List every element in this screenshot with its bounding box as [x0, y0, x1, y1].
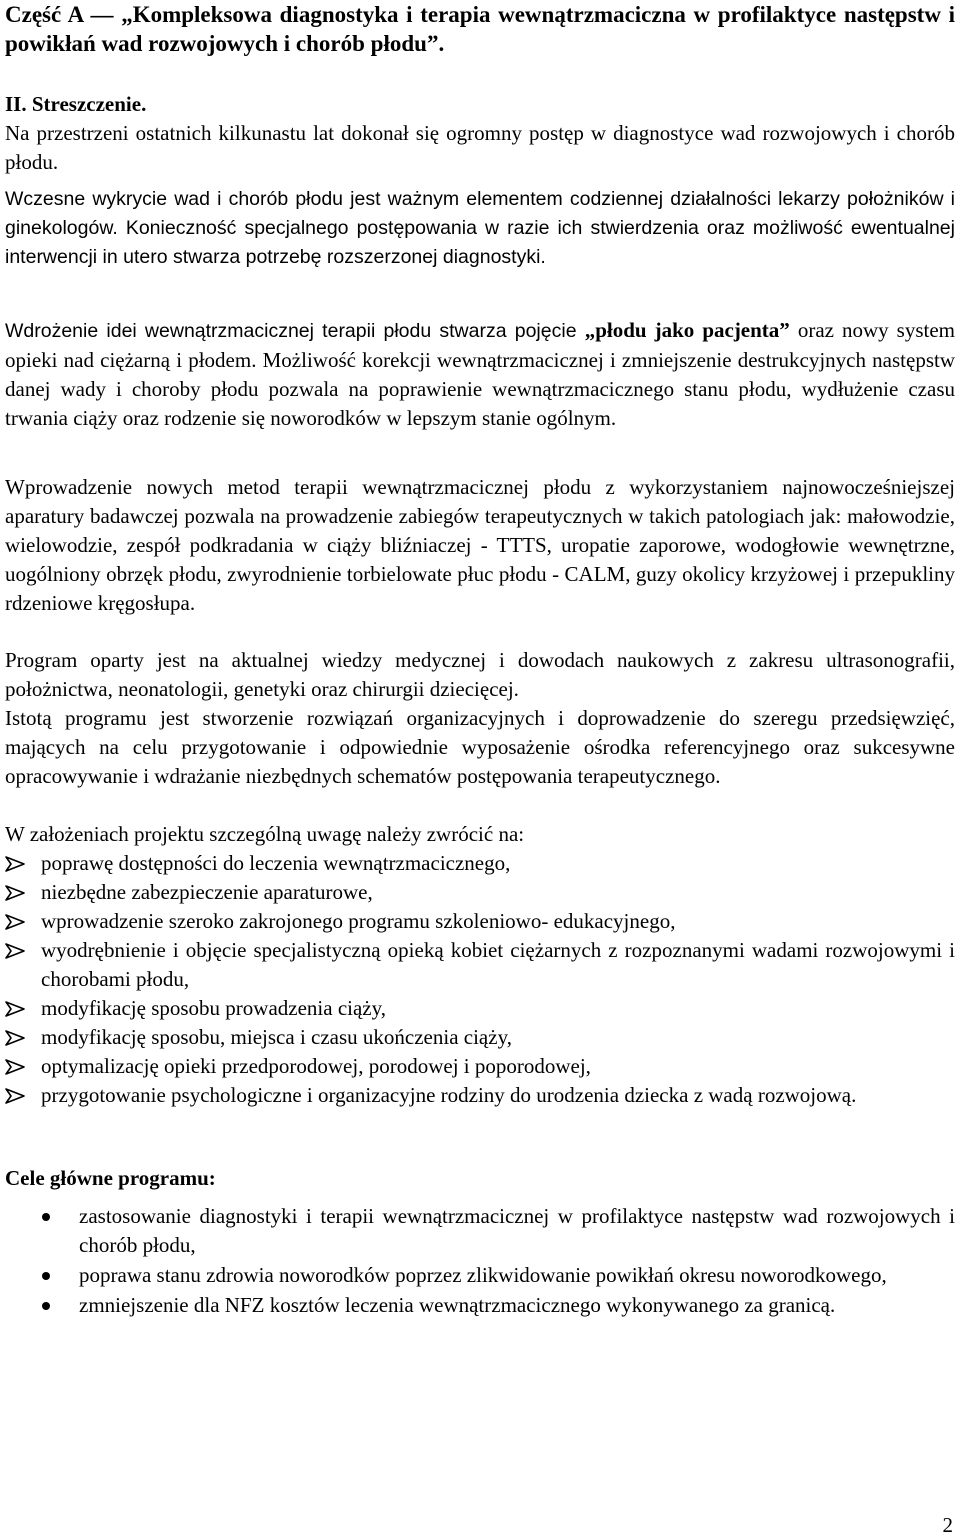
assumption-item: [5, 1081, 955, 1110]
section-heading: II. Streszczenie.: [5, 92, 147, 116]
new-methods-paragraph: Wprowadzenie nowych metod terapii wewnątrzmacicznej płodu z wykorzystaniem najnowocześniejszej aparatury badawczej pozwala na prowadzenie zabiegów terapeutycznych w takich patologiach jak: małowodzie, wielowodzie, zespół podkradania w ciąży bliźniaczej - TTTS, uropatie zaporowe, wodogłowie wewnętrzne, uogólniony obrzęk płodu, zwyrodnienie torbielowate płuc płodu - CALM, guzy okolicy krzyżowej i przepukliny rdzeniowe kręgosłupa.: [5, 475, 955, 615]
assumption-item: [5, 1052, 955, 1081]
assumption-item: [5, 849, 955, 878]
assumption-text: przygotowanie psychologiczne i organizacyjne rodziny do urodzenia dziecka z wadą rozwojową.: [41, 1083, 857, 1107]
assumption-item: [5, 907, 955, 936]
assumption-text: modyfikację sposobu, miejsca i czasu ukończenia ciąży,: [41, 1025, 512, 1049]
therapy-paragraph: [5, 316, 955, 433]
arrow-bullet-icon: [5, 1001, 25, 1017]
arrow-bullet-icon: [5, 856, 25, 872]
goals-list: [5, 1202, 955, 1321]
assumption-item: [5, 936, 955, 994]
assumption-text: niezbędne zabezpieczenie aparaturowe,: [41, 880, 373, 904]
goal-text: zastosowanie diagnostyki i terapii wewnątrzmacicznej w profilaktyce następstw wad rozwojowych i chorób płodu,: [79, 1204, 955, 1257]
arrow-bullet-icon: [5, 1059, 25, 1075]
arrow-bullet-icon: [5, 885, 25, 901]
goals-heading: Cele główne programu:: [5, 1166, 216, 1190]
document-title: Część A — „Kompleksowa diagnostyka i terapia wewnątrzmaciczna w profilaktyce następstw i powikłań wad rozwojowych i chorób płodu”.: [5, 2, 955, 56]
page-number: 2: [942, 1513, 953, 1537]
goal-text: poprawa stanu zdrowia noworodków poprzez zlikwidowanie powikłań okresu noworodkowego,: [79, 1263, 887, 1287]
assumption-text: poprawę dostępności do leczenia wewnątrzmacicznego,: [41, 851, 511, 875]
bullet-dot-icon: [42, 1213, 50, 1221]
program-paragraph: Program oparty jest na aktualnej wiedzy medycznej i dowodach naukowych z zakresu ultrasonografii, położnictwa, neonatologii, genetyki oraz chirurgii dziecięcej.: [5, 648, 955, 701]
goal-item: [5, 1261, 955, 1290]
bullet-dot-icon: [42, 1272, 50, 1280]
fetus-as-patient-term: „płodu jako pacjenta”: [584, 318, 790, 342]
essence-paragraph: Istotą programu jest stworzenie rozwiązań organizacyjnych i doprowadzenie do szeregu przedsięwzięć, mających na celu przygotowanie i odpowiednie wyposażenie ośrodka referencyjnego oraz sukcesywne opracowywanie i wdrażanie niezbędnych schematów postępowania terapeutycznego.: [5, 706, 955, 788]
assumptions-list: [5, 849, 955, 1110]
goal-text: zmniejszenie dla NFZ kosztów leczenia wewnątrzmacicznego wykonywanego za granicą.: [79, 1293, 836, 1317]
assumption-text: modyfikację sposobu prowadzenia ciąży,: [41, 996, 387, 1020]
assumption-item: [5, 878, 955, 907]
assumption-text: wyodrębnienie i objęcie specjalistyczną opieką kobiet ciężarnych z rozpoznanymi wadami rozwojowymi i chorobami płodu,: [41, 938, 955, 991]
assumption-item: [5, 994, 955, 1023]
therapy-paragraph-start: Wdrożenie idei wewnątrzmacicznej terapii płodu stwarza pojęcie: [5, 320, 585, 342]
assumption-text: wprowadzenie szeroko zakrojonego programu szkoleniowo- edukacyjnego,: [41, 909, 676, 933]
goal-item: [5, 1291, 955, 1320]
therapy-paragraph-rest: oraz nowy system opieki nad ciężarną i płodem. Możliwość korekcji wewnątrzmacicznej i zmniejszenie destrukcyjnych następstw danej wady i choroby płodu pozwala na poprawienie wewnątrzmacicznego stanu płodu, wydłużenie czasu trwania ciąży oraz rodzenie się noworodków w lepszym stanie ogólnym.: [5, 318, 956, 430]
bullet-dot-icon: [42, 1302, 50, 1310]
assumption-item: [5, 1023, 955, 1052]
assumptions-intro: W założeniach projektu szczególną uwagę należy zwrócić na:: [5, 822, 525, 846]
early-detection-paragraph: Wczesne wykrycie wad i chorób płodu jest ważnym elementem codziennej działalności lekarzy położników i ginekologów. Konieczność specjalnego postępowania w razie ich stwierdzenia oraz możliwość ewentualnej interwencji in utero stwarza potrzebę rozszerzonej diagnostyki.: [5, 188, 955, 268]
arrow-bullet-icon: [5, 943, 25, 959]
assumption-text: optymalizację opieki przedporodowej, porodowej i poporodowej,: [41, 1054, 591, 1078]
arrow-bullet-icon: [5, 914, 25, 930]
goal-item: [5, 1202, 955, 1260]
arrow-bullet-icon: [5, 1030, 25, 1046]
intro-paragraph: Na przestrzeni ostatnich kilkunastu lat dokonał się ogromny postęp w diagnostyce wad rozwojowych i chorób płodu.: [5, 121, 955, 174]
arrow-bullet-icon: [5, 1088, 25, 1104]
